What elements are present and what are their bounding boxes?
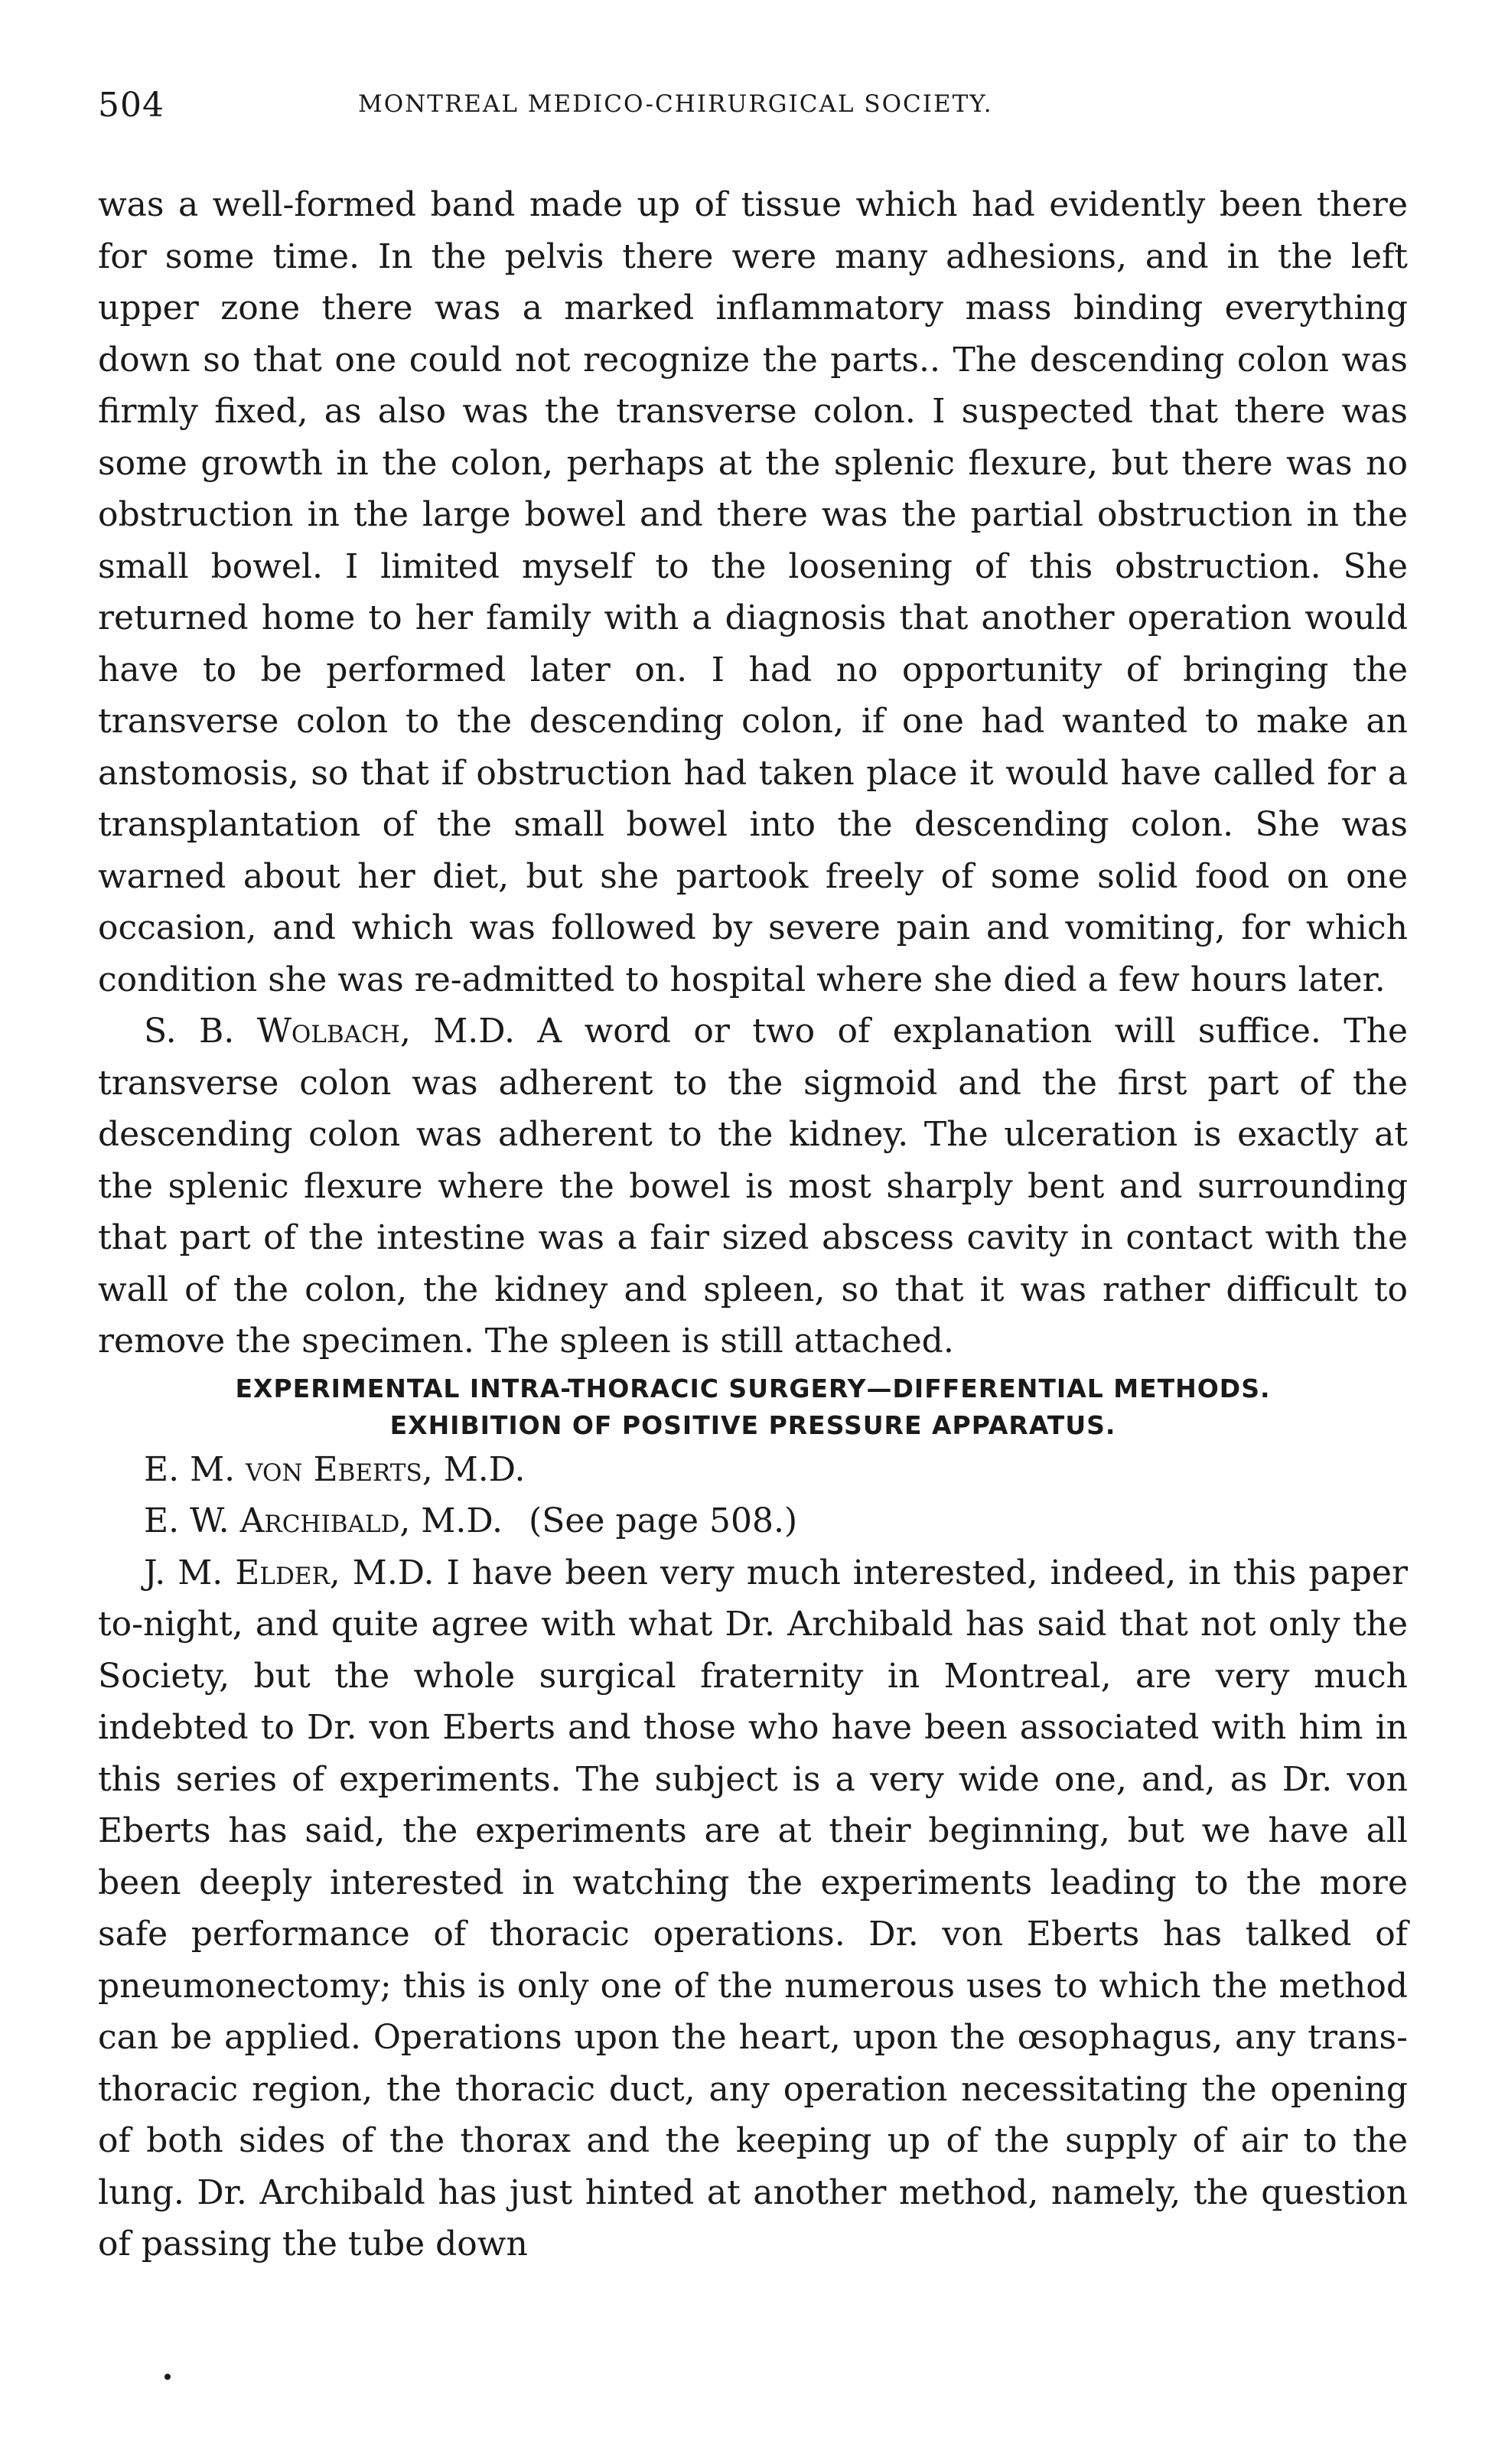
paragraph-text: A word or two of explanation will suffice. The transverse colon was adherent to the sigmoid and the first part of the descending colon was adherent to the kidney. The ulceration is exactly at the splenic flexure where the bowel is most sharply bent and surrounding that part of the intestine was a fair sized abscess cavity in contact with the wall of the colon, the kidney and spleen, so that it was rather difficult to remove the specimen. The spleen is still attached.: [98, 1012, 1408, 1361]
document-page: [98, 86, 1408, 2270]
speaker-name: S. B. Wolbach, M.D.: [144, 1012, 515, 1051]
paragraph-wolbach: [98, 1005, 1408, 1367]
running-head: [98, 86, 1408, 135]
author-line: [98, 1495, 1408, 1547]
paragraph-elder: [98, 1547, 1408, 2270]
paragraph-continued: [98, 179, 1408, 1005]
print-speck: [164, 2374, 171, 2380]
author-line: [98, 1444, 1408, 1496]
section-heading-line-1: EXPERIMENTAL INTRA-THORACIC SURGERY—DIFFERENTIAL METHODS.: [235, 1373, 1271, 1403]
page-number: 504: [98, 86, 164, 125]
page-reference: (See page 508.): [529, 1501, 798, 1540]
body-text: [98, 179, 1408, 2270]
speaker-name: J. M. Elder, M.D.: [144, 1553, 435, 1592]
paragraph-text: was a well-formed band made up of tissue which had evidently been there for some time. In the pelvis there were many adhesions, and in the left upper zone there was a marked inflammatory mass binding everything down so that one could not recognize the parts.. The descending colon was firmly fixed, as also was the transverse colon. I suspected that there was some growth in the colon, perhaps at the splenic flexure, but there was no obstruction in the large bowel and there was the partial obstruction in the small bowel. I limited myself to the loosening of this obstruction. She returned home to her family with a diagnosis that another operation would have to be performed later on. I had no opportunity of bringing the transverse colon to the descending colon, if one had wanted to make an anstomosis, so that if obstruction had taken place it would have called for a transplantation of the small bowel into the descending colon. She was warned about her diet, but she partook freely of some solid food on one occasion, and which was followed by severe pain and vomiting, for which condition she was re-admitted to hospital where she died a few hours later.: [98, 185, 1408, 999]
author-name: E. W. Archibald, M.D.: [144, 1501, 503, 1540]
paragraph-text: I have been very much interested, indeed, in this paper to-night, and quite agree with what Dr. Archibald has said that not only the Society, but the whole surgical fraternity in Montreal, are very much indebted to Dr. von Eberts and those who have been associated with him in this series of experiments. The subject is a very wide one, and, as Dr. von Eberts has said, the experiments are at their beginning, but we have all been deeply interested in watching the experiments leading to the more safe performance of thoracic operations. Dr. von Eberts has talked of pneumonectomy; this is only one of the numerous uses to which the method can be applied. Operations upon the heart, upon the œsophagus, any trans-thoracic region, the thoracic duct, any operation necessitating the opening of both sides of the thorax and the keeping up of the supply of air to the lung. Dr. Archibald has just hinted at another method, namely, the question of passing the tube down: [98, 1553, 1408, 2264]
section-heading: [98, 1371, 1408, 1444]
running-title: MONTREAL MEDICO-CHIRURGICAL SOCIETY.: [358, 90, 993, 118]
section-heading-line-2: EXHIBITION OF POSITIVE PRESSURE APPARATUS.: [389, 1410, 1116, 1440]
author-name: E. M. von Eberts, M.D.: [144, 1449, 526, 1489]
